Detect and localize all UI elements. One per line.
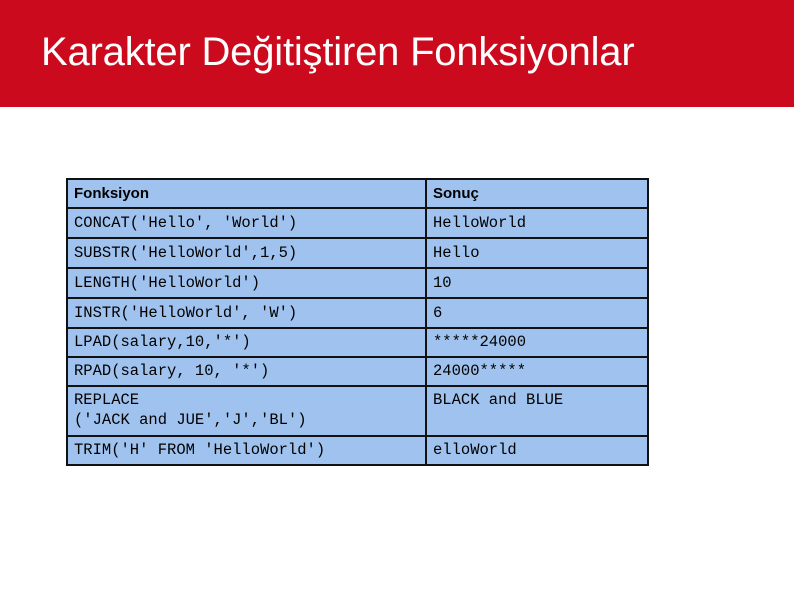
- table-row: [67, 268, 648, 298]
- table-row: [67, 386, 648, 436]
- result-text: 10: [433, 274, 452, 292]
- result-cell: [426, 298, 648, 328]
- result-text: Hello: [433, 244, 480, 262]
- function-cell: [67, 238, 426, 268]
- result-cell: [426, 357, 648, 386]
- function-cell: [67, 208, 426, 238]
- result-cell: [426, 208, 648, 238]
- function-cell: [67, 386, 426, 436]
- result-text: 24000*****: [433, 362, 527, 380]
- result-cell: [426, 268, 648, 298]
- slide-title: Karakter Değitiştiren Fonksiyonlar: [41, 30, 635, 74]
- result-text: HelloWorld: [433, 214, 527, 232]
- result-cell: [426, 238, 648, 268]
- function-cell: [67, 436, 426, 465]
- functions-table: [66, 178, 649, 466]
- function-text: TRIM('H' FROM 'HelloWorld'): [74, 441, 326, 459]
- header-function: Fonksiyon: [67, 179, 426, 208]
- function-text: REPLACE ('JACK and JUE','J','BL'): [74, 391, 307, 429]
- result-cell: [426, 436, 648, 465]
- table-row: [67, 328, 648, 357]
- function-text: SUBSTR('HelloWorld',1,5): [74, 244, 298, 262]
- result-text: 6: [433, 304, 443, 322]
- table-row: [67, 357, 648, 386]
- result-text: BLACK and BLUE: [433, 391, 564, 409]
- function-text: LPAD(salary,10,'*'): [74, 333, 251, 351]
- header-result: Sonuç: [426, 179, 648, 208]
- function-cell: [67, 298, 426, 328]
- result-cell: [426, 386, 648, 436]
- table-header-row: [67, 179, 648, 208]
- function-text: INSTR('HelloWorld', 'W'): [74, 304, 298, 322]
- table-row: [67, 436, 648, 465]
- table-row: [67, 208, 648, 238]
- title-bar: [0, 0, 794, 107]
- result-text: elloWorld: [433, 441, 517, 459]
- table-row: [67, 298, 648, 328]
- function-cell: [67, 328, 426, 357]
- function-cell: [67, 268, 426, 298]
- function-text: LENGTH('HelloWorld'): [74, 274, 261, 292]
- table-row: [67, 238, 648, 268]
- result-text: *****24000: [433, 333, 527, 351]
- function-text: CONCAT('Hello', 'World'): [74, 214, 298, 232]
- function-cell: [67, 357, 426, 386]
- result-cell: [426, 328, 648, 357]
- function-text: RPAD(salary, 10, '*'): [74, 362, 270, 380]
